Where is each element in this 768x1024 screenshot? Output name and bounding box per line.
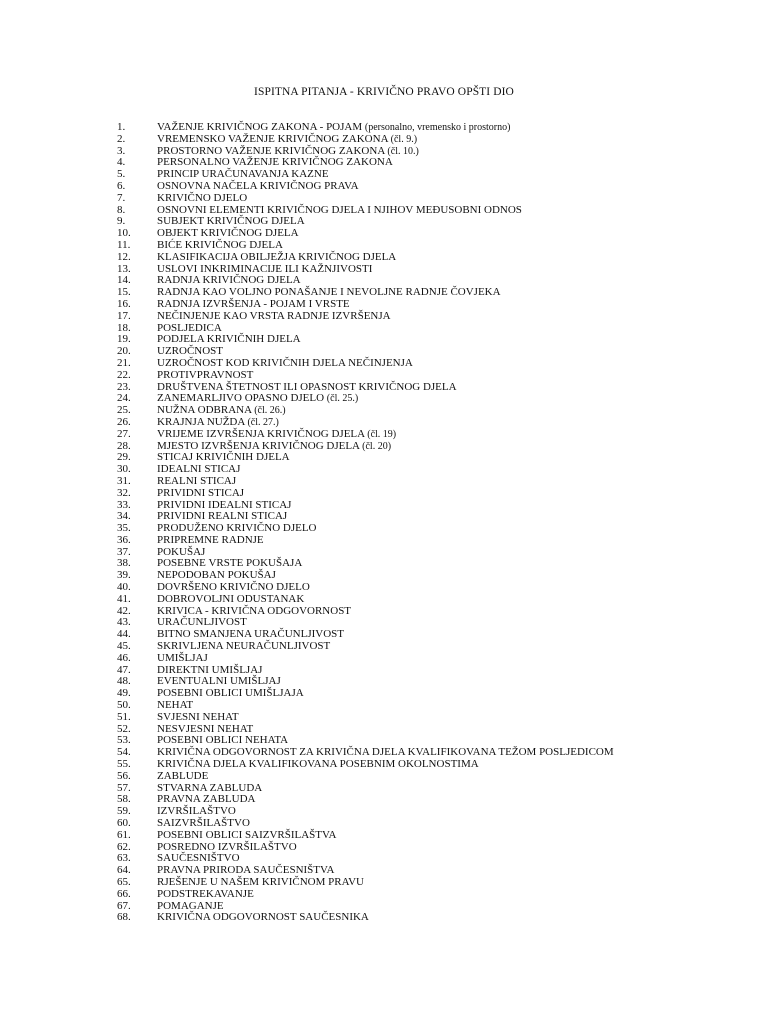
question-title: EVENTUALNI UMIŠLJAJ <box>157 675 281 688</box>
question-number: 62. <box>117 840 131 853</box>
question-number: 24. <box>117 392 131 405</box>
question-title: MJESTO IZVRŠENJA KRIVIČNOG DJELA <box>157 439 360 452</box>
question-number: 61. <box>117 828 131 841</box>
question-title: PERSONALNO VAŽENJE KRIVIČNOG ZAKONA <box>157 156 393 169</box>
question-title: OBJEKT KRIVIČNOG DJELA <box>157 227 299 240</box>
question-item <box>117 912 614 924</box>
question-number: 42. <box>117 604 131 617</box>
question-title: PRIVIDNI STICAJ <box>157 486 245 499</box>
question-number: 60. <box>117 817 131 830</box>
document-title: ISPITNA PITANJA - KRIVIČNO PRAVO OPŠTI DIO <box>254 86 514 98</box>
question-number: 16. <box>117 297 131 310</box>
question-number: 65. <box>117 876 131 888</box>
question-number: 46. <box>117 651 131 664</box>
question-number: 66. <box>117 887 131 900</box>
question-title: URAČUNLJIVOST <box>157 616 247 629</box>
question-title: SAIZVRŠILAŠTVO <box>157 817 250 830</box>
question-title: NEPODOBAN POKUŠAJ <box>157 569 276 582</box>
question-number: 11. <box>117 238 131 251</box>
question-title: ZANEMARLJIVO OPASNO DJELO <box>157 392 325 405</box>
question-title: UMIŠLJAJ <box>157 651 208 664</box>
question-title: RADNJA KAO VOLJNO PONAŠANJE I NEVOLJNE RADNJE ČOVJEKA <box>157 286 501 299</box>
question-number: 39. <box>117 569 131 582</box>
question-number: 37. <box>117 545 131 558</box>
question-title: POSREDNO IZVRŠILAŠTVO <box>157 840 297 853</box>
question-title: SAUČESNIŠTVO <box>157 852 240 865</box>
question-number: 57. <box>117 781 131 794</box>
question-number: 2. <box>117 132 126 145</box>
question-article-note: (čl. 25.) <box>326 393 359 405</box>
question-number: 59. <box>117 805 131 818</box>
question-article-note: (čl. 20) <box>362 440 392 452</box>
question-title: NUŽNA ODBRANA <box>157 404 252 417</box>
question-title: PODSTREKAVANJE <box>157 887 254 900</box>
question-number: 64. <box>117 864 131 877</box>
question-title: STVARNA ZABLUDA <box>157 781 263 794</box>
question-number: 21. <box>117 356 131 369</box>
question-number: 36. <box>117 533 131 546</box>
question-number: 25. <box>117 404 131 417</box>
question-number: 9. <box>117 215 126 228</box>
question-title: REALNI STICAJ <box>157 474 237 487</box>
question-title: IZVRŠILAŠTVO <box>157 805 236 818</box>
question-number: 50. <box>117 699 131 712</box>
question-number: 22. <box>117 368 131 381</box>
question-number: 51. <box>117 710 131 723</box>
question-title: OSNOVNI ELEMENTI KRIVIČNOG DJELA I NJIHOV MEĐUSOBNI ODNOS <box>157 203 522 216</box>
question-article-note: (čl. 19) <box>367 428 397 440</box>
question-title: PROTIVPRAVNOST <box>157 368 254 381</box>
question-number: 8. <box>117 203 126 216</box>
question-number: 52. <box>117 722 131 735</box>
question-number: 18. <box>117 321 131 334</box>
question-number: 47. <box>117 663 131 676</box>
question-title: KRIVIČNA DJELA KVALIFIKOVANA POSEBNIM OKOLNOSTIMA <box>157 758 479 771</box>
question-title: STICAJ KRIVIČNIH DJELA <box>157 451 290 464</box>
question-article-note: (čl. 26.) <box>254 405 286 417</box>
question-number: 5. <box>117 168 126 181</box>
question-title: KRIVIČNA ODGOVORNOST ZA KRIVIČNA DJELA KVALIFIKOVANA TEŽOM POSLJEDICOM <box>157 746 614 759</box>
question-number: 6. <box>117 179 126 192</box>
question-article-note: (čl. 27.) <box>247 416 279 428</box>
question-number: 27. <box>117 427 131 440</box>
question-title: KRIVICA - KRIVIČNA ODGOVORNOST <box>157 604 352 617</box>
question-number: 7. <box>117 191 126 204</box>
question-number: 12. <box>117 250 131 263</box>
question-title: KRIVIČNA ODGOVORNOST SAUČESNIKA <box>157 911 369 924</box>
question-title: USLOVI INKRIMINACIJE ILI KAŽNJIVOSTI <box>157 262 373 275</box>
question-title: PRINCIP URAČUNAVANJA KAZNE <box>157 168 329 181</box>
question-title: NEČINJENJE KAO VRSTA RADNJE IZVRŠENJA <box>157 309 391 322</box>
question-number: 38. <box>117 557 131 570</box>
question-number: 40. <box>117 581 131 594</box>
question-title: NEHAT <box>157 699 194 712</box>
question-number: 45. <box>117 640 131 653</box>
question-number: 29. <box>117 451 131 464</box>
question-title: PRODUŽENO KRIVIČNO DJELO <box>157 522 317 535</box>
question-number: 31. <box>117 474 131 487</box>
question-title: BIĆE KRIVIČNOG DJELA <box>157 238 283 251</box>
question-title: POKUŠAJ <box>157 545 206 558</box>
question-title: PRIVIDNI IDEALNI STICAJ <box>157 498 292 511</box>
question-article-note: (čl. 10.) <box>387 145 419 157</box>
question-number: 30. <box>117 463 131 476</box>
question-title: DOVRŠENO KRIVIČNO DJELO <box>157 581 310 594</box>
question-title: VAŽENJE KRIVIČNOG ZAKONA - POJAM <box>157 121 363 133</box>
question-number: 33. <box>117 498 131 511</box>
question-number: 54. <box>117 746 131 759</box>
question-text <box>157 912 369 924</box>
question-title: RADNJA KRIVIČNOG DJELA <box>157 274 301 287</box>
question-title: VREMENSKO VAŽENJE KRIVIČNOG ZAKONA <box>157 132 388 145</box>
question-title: POSEBNE VRSTE POKUŠAJA <box>157 557 303 570</box>
question-number: 41. <box>117 592 131 605</box>
question-title: POSLJEDICA <box>157 321 222 334</box>
question-title: PRIPREMNE RADNJE <box>157 533 264 546</box>
question-title: POSEBNI OBLICI UMIŠLJAJA <box>157 687 304 700</box>
question-number: 23. <box>117 380 131 393</box>
question-title: SKRIVLJENA NEURAČUNLJIVOST <box>157 640 331 653</box>
question-number: 3. <box>117 144 126 157</box>
question-title: PRAVNA PRIRODA SAUČESNIŠTVA <box>157 864 335 877</box>
question-number: 10. <box>117 227 131 240</box>
question-number: 28. <box>117 439 131 452</box>
question-number: 15. <box>117 286 131 299</box>
question-number: 32. <box>117 486 131 499</box>
question-number: 34. <box>117 510 131 523</box>
question-title: RADNJA IZVRŠENJA - POJAM I VRSTE <box>157 297 350 310</box>
question-title: KRIVIČNO DJELO <box>157 191 248 204</box>
question-title: POSEBNI OBLICI SAIZVRŠILAŠTVA <box>157 828 337 841</box>
question-number: 35. <box>117 522 131 535</box>
question-title: BITNO SMANJENA URAČUNLJIVOST <box>157 628 345 641</box>
question-number: 68. <box>117 911 131 924</box>
question-number: 26. <box>117 415 131 428</box>
question-title: DRUŠTVENA ŠTETNOST ILI OPASNOST KRIVIČNOG DJELA <box>157 380 457 393</box>
question-title: UZROČNOST KOD KRIVIČNIH DJELA NEČINJENJA <box>157 356 413 369</box>
question-number: 44. <box>117 628 131 641</box>
question-list <box>117 122 614 924</box>
question-title: IDEALNI STICAJ <box>157 463 241 476</box>
question-title: ZABLUDE <box>157 769 209 782</box>
question-number: 63. <box>117 852 131 865</box>
question-number: 19. <box>117 333 131 346</box>
question-number: 56. <box>117 769 131 782</box>
question-title: DIREKTNI UMIŠLJAJ <box>157 663 263 676</box>
question-number: 43. <box>117 616 131 629</box>
question-number: 4. <box>117 156 126 169</box>
question-title: PRIVIDNI REALNI STICAJ <box>157 510 288 523</box>
question-title: SUBJEKT KRIVIČNOG DJELA <box>157 215 305 228</box>
question-number: 1. <box>117 121 126 133</box>
question-title: POSEBNI OBLICI NEHATA <box>157 734 289 747</box>
question-title: POMAGANJE <box>157 899 224 912</box>
question-title: RJEŠENJE U NAŠEM KRIVIČNOM PRAVU <box>157 876 364 888</box>
question-title: PRAVNA ZABLUDA <box>157 793 256 806</box>
question-number: 53. <box>117 734 131 747</box>
question-number: 13. <box>117 262 131 275</box>
question-number: 20. <box>117 345 131 358</box>
question-title: UZROČNOST <box>157 345 224 358</box>
question-title: VRIJEME IZVRŠENJA KRIVIČNOG DJELA <box>157 427 365 440</box>
question-title: NESVJESNI NEHAT <box>157 722 254 735</box>
question-number: 67. <box>117 899 131 912</box>
question-number: 58. <box>117 793 131 806</box>
question-title: SVJESNI NEHAT <box>157 710 239 723</box>
question-number: 48. <box>117 675 131 688</box>
question-article-note: (personalno, vremensko i prostorno) <box>364 122 511 133</box>
question-number: 49. <box>117 687 131 700</box>
question-title: PROSTORNO VAŽENJE KRIVIČNOG ZAKONA <box>157 144 385 157</box>
question-number: 17. <box>117 309 131 322</box>
question-title: PODJELA KRIVIČNIH DJELA <box>157 333 301 346</box>
question-title: KLASIFIKACIJA OBILJEŽJA KRIVIČNOG DJELA <box>157 250 397 263</box>
question-article-note: (čl. 9.) <box>390 133 418 145</box>
question-title: KRAJNJA NUŽDA <box>157 415 245 428</box>
question-title: DOBROVOLJNI ODUSTANAK <box>157 592 305 605</box>
question-number: 55. <box>117 758 131 771</box>
question-title: OSNOVNA NAČELA KRIVIČNOG PRAVA <box>157 179 359 192</box>
question-number: 14. <box>117 274 131 287</box>
